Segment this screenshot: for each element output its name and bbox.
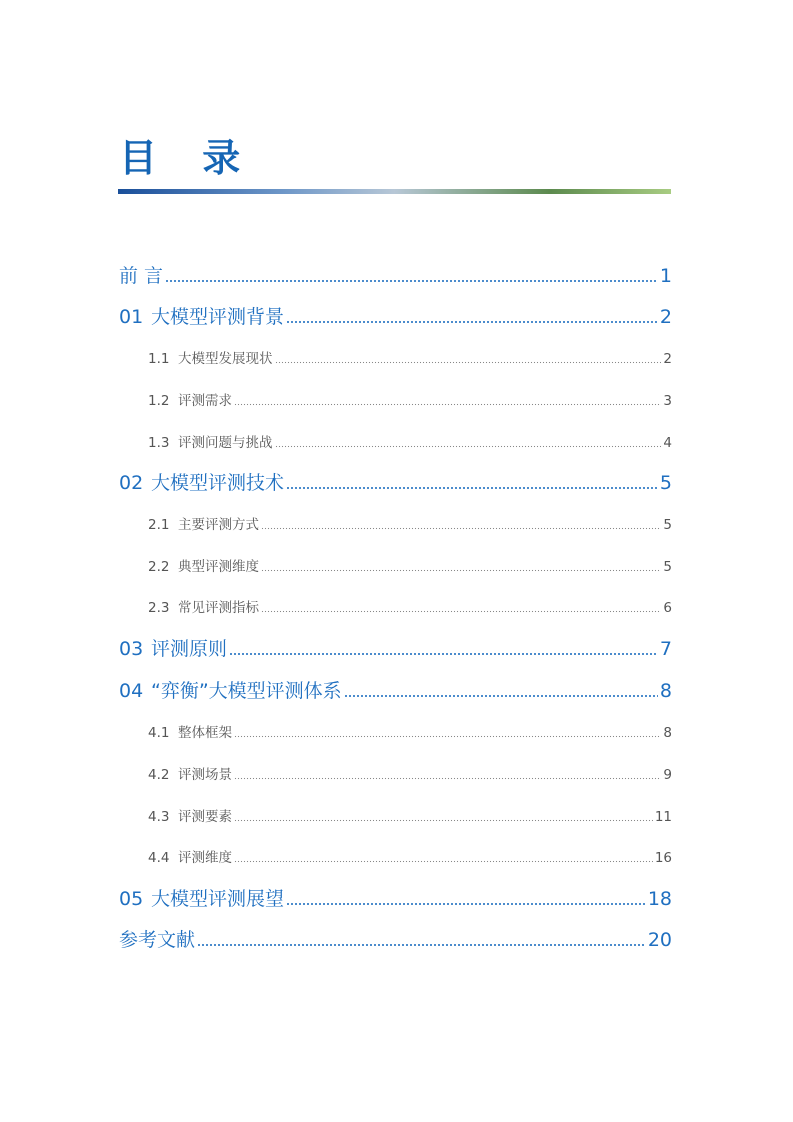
toc-entry-page: 7	[659, 638, 672, 660]
toc-entry[interactable]	[148, 513, 672, 535]
toc-entry-page: 2	[659, 306, 672, 328]
toc-entry-number: 4.1	[148, 725, 170, 741]
toc-entry-number: 05	[119, 888, 144, 910]
toc-entry-number: 4.2	[148, 767, 170, 783]
toc-entry[interactable]	[148, 389, 672, 411]
toc-entry-page: 9	[663, 767, 672, 783]
toc-entry-page: 4	[663, 435, 672, 451]
toc-entry[interactable]	[119, 884, 672, 912]
toc-entry-number: 2.3	[148, 600, 170, 616]
toc-entry-number: 02	[119, 472, 144, 494]
toc-entry-page: 5	[659, 472, 672, 494]
toc-entry-number: 03	[119, 638, 144, 660]
toc-entry[interactable]	[119, 468, 672, 496]
toc-entry-page: 16	[654, 850, 672, 866]
toc-entry-page: 8	[659, 680, 672, 702]
toc-leader-dots	[286, 320, 658, 324]
toc-entry-label: 评测原则	[151, 638, 228, 660]
toc-entry-page: 1	[659, 265, 672, 287]
toc-entry[interactable]	[119, 302, 672, 330]
toc-entry-page: 18	[647, 888, 672, 910]
toc-leader-dots	[261, 609, 661, 613]
toc-entry-page: 11	[654, 809, 672, 825]
toc-entry-label: 评测场景	[178, 767, 232, 783]
toc-entry-page: 5	[663, 517, 672, 533]
toc-entry-label: 大模型评测背景	[151, 306, 285, 328]
toc-entry-number: 1.3	[148, 435, 170, 451]
toc-entry[interactable]	[148, 721, 672, 743]
toc-entry-label: 评测要素	[178, 809, 232, 825]
toc-entry-number: 4.3	[148, 809, 170, 825]
toc-entry[interactable]	[119, 634, 672, 662]
toc-leader-dots	[234, 776, 661, 780]
toc-leader-dots	[275, 444, 662, 448]
toc-entry[interactable]	[148, 763, 672, 785]
toc-entry-number: 2.2	[148, 559, 170, 575]
toc-entry-label: 大模型评测展望	[151, 888, 285, 910]
toc-leader-dots	[234, 402, 661, 406]
toc-entry-page: 6	[663, 600, 672, 616]
toc-entry-page: 5	[663, 559, 672, 575]
toc-entry[interactable]	[148, 846, 672, 868]
toc-entry-label: 大模型发展现状	[178, 351, 273, 367]
toc-entry-page: 2	[663, 351, 672, 367]
toc-entry-label: 整体框架	[178, 725, 232, 741]
toc-leader-dots	[234, 859, 653, 863]
toc-entry-number: 04	[119, 680, 144, 702]
toc-entry-page: 3	[663, 393, 672, 409]
page-title: 目 录	[119, 136, 257, 180]
toc-leader-dots	[165, 279, 658, 283]
toc-entry[interactable]	[148, 805, 672, 827]
toc-entry-page: 20	[647, 929, 672, 951]
toc-leader-dots	[344, 694, 658, 698]
toc-entry-label: 常见评测指标	[178, 600, 259, 616]
toc-entry-label: 评测需求	[178, 393, 232, 409]
toc-entry[interactable]	[119, 261, 672, 289]
toc-entry-label: 主要评测方式	[178, 517, 259, 533]
toc-leader-dots	[234, 734, 661, 738]
toc-entry-number: 01	[119, 306, 144, 328]
toc-leader-dots	[234, 818, 653, 822]
toc-entry-label: 典型评测维度	[178, 559, 259, 575]
toc-entry-number: 4.4	[148, 850, 170, 866]
toc-entry-number: 1.2	[148, 393, 170, 409]
toc-leader-dots	[261, 526, 661, 530]
toc-entry-label: 评测问题与挑战	[178, 435, 273, 451]
toc-entry-number: 2.1	[148, 517, 170, 533]
toc-entry-label: 前 言	[119, 265, 164, 287]
toc-leader-dots	[286, 902, 646, 906]
toc-leader-dots	[286, 486, 658, 490]
toc-entry-number: 1.1	[148, 351, 170, 367]
toc-leader-dots	[275, 360, 662, 364]
toc-entry-label: “弈衡”大模型评测体系	[151, 680, 342, 702]
toc-leader-dots	[197, 943, 646, 947]
toc-entry-label: 大模型评测技术	[151, 472, 285, 494]
toc-entry[interactable]	[148, 596, 672, 618]
toc-leader-dots	[261, 568, 661, 572]
toc-entry[interactable]	[119, 676, 672, 704]
toc-entry-page: 8	[663, 725, 672, 741]
toc-entry[interactable]	[148, 431, 672, 453]
toc-leader-dots	[229, 652, 658, 656]
toc-entry[interactable]	[148, 347, 672, 369]
toc-entry-label: 参考文献	[119, 929, 196, 951]
toc-entry-label: 评测维度	[178, 850, 232, 866]
toc-entry[interactable]	[119, 925, 672, 953]
toc-entry[interactable]	[148, 555, 672, 577]
